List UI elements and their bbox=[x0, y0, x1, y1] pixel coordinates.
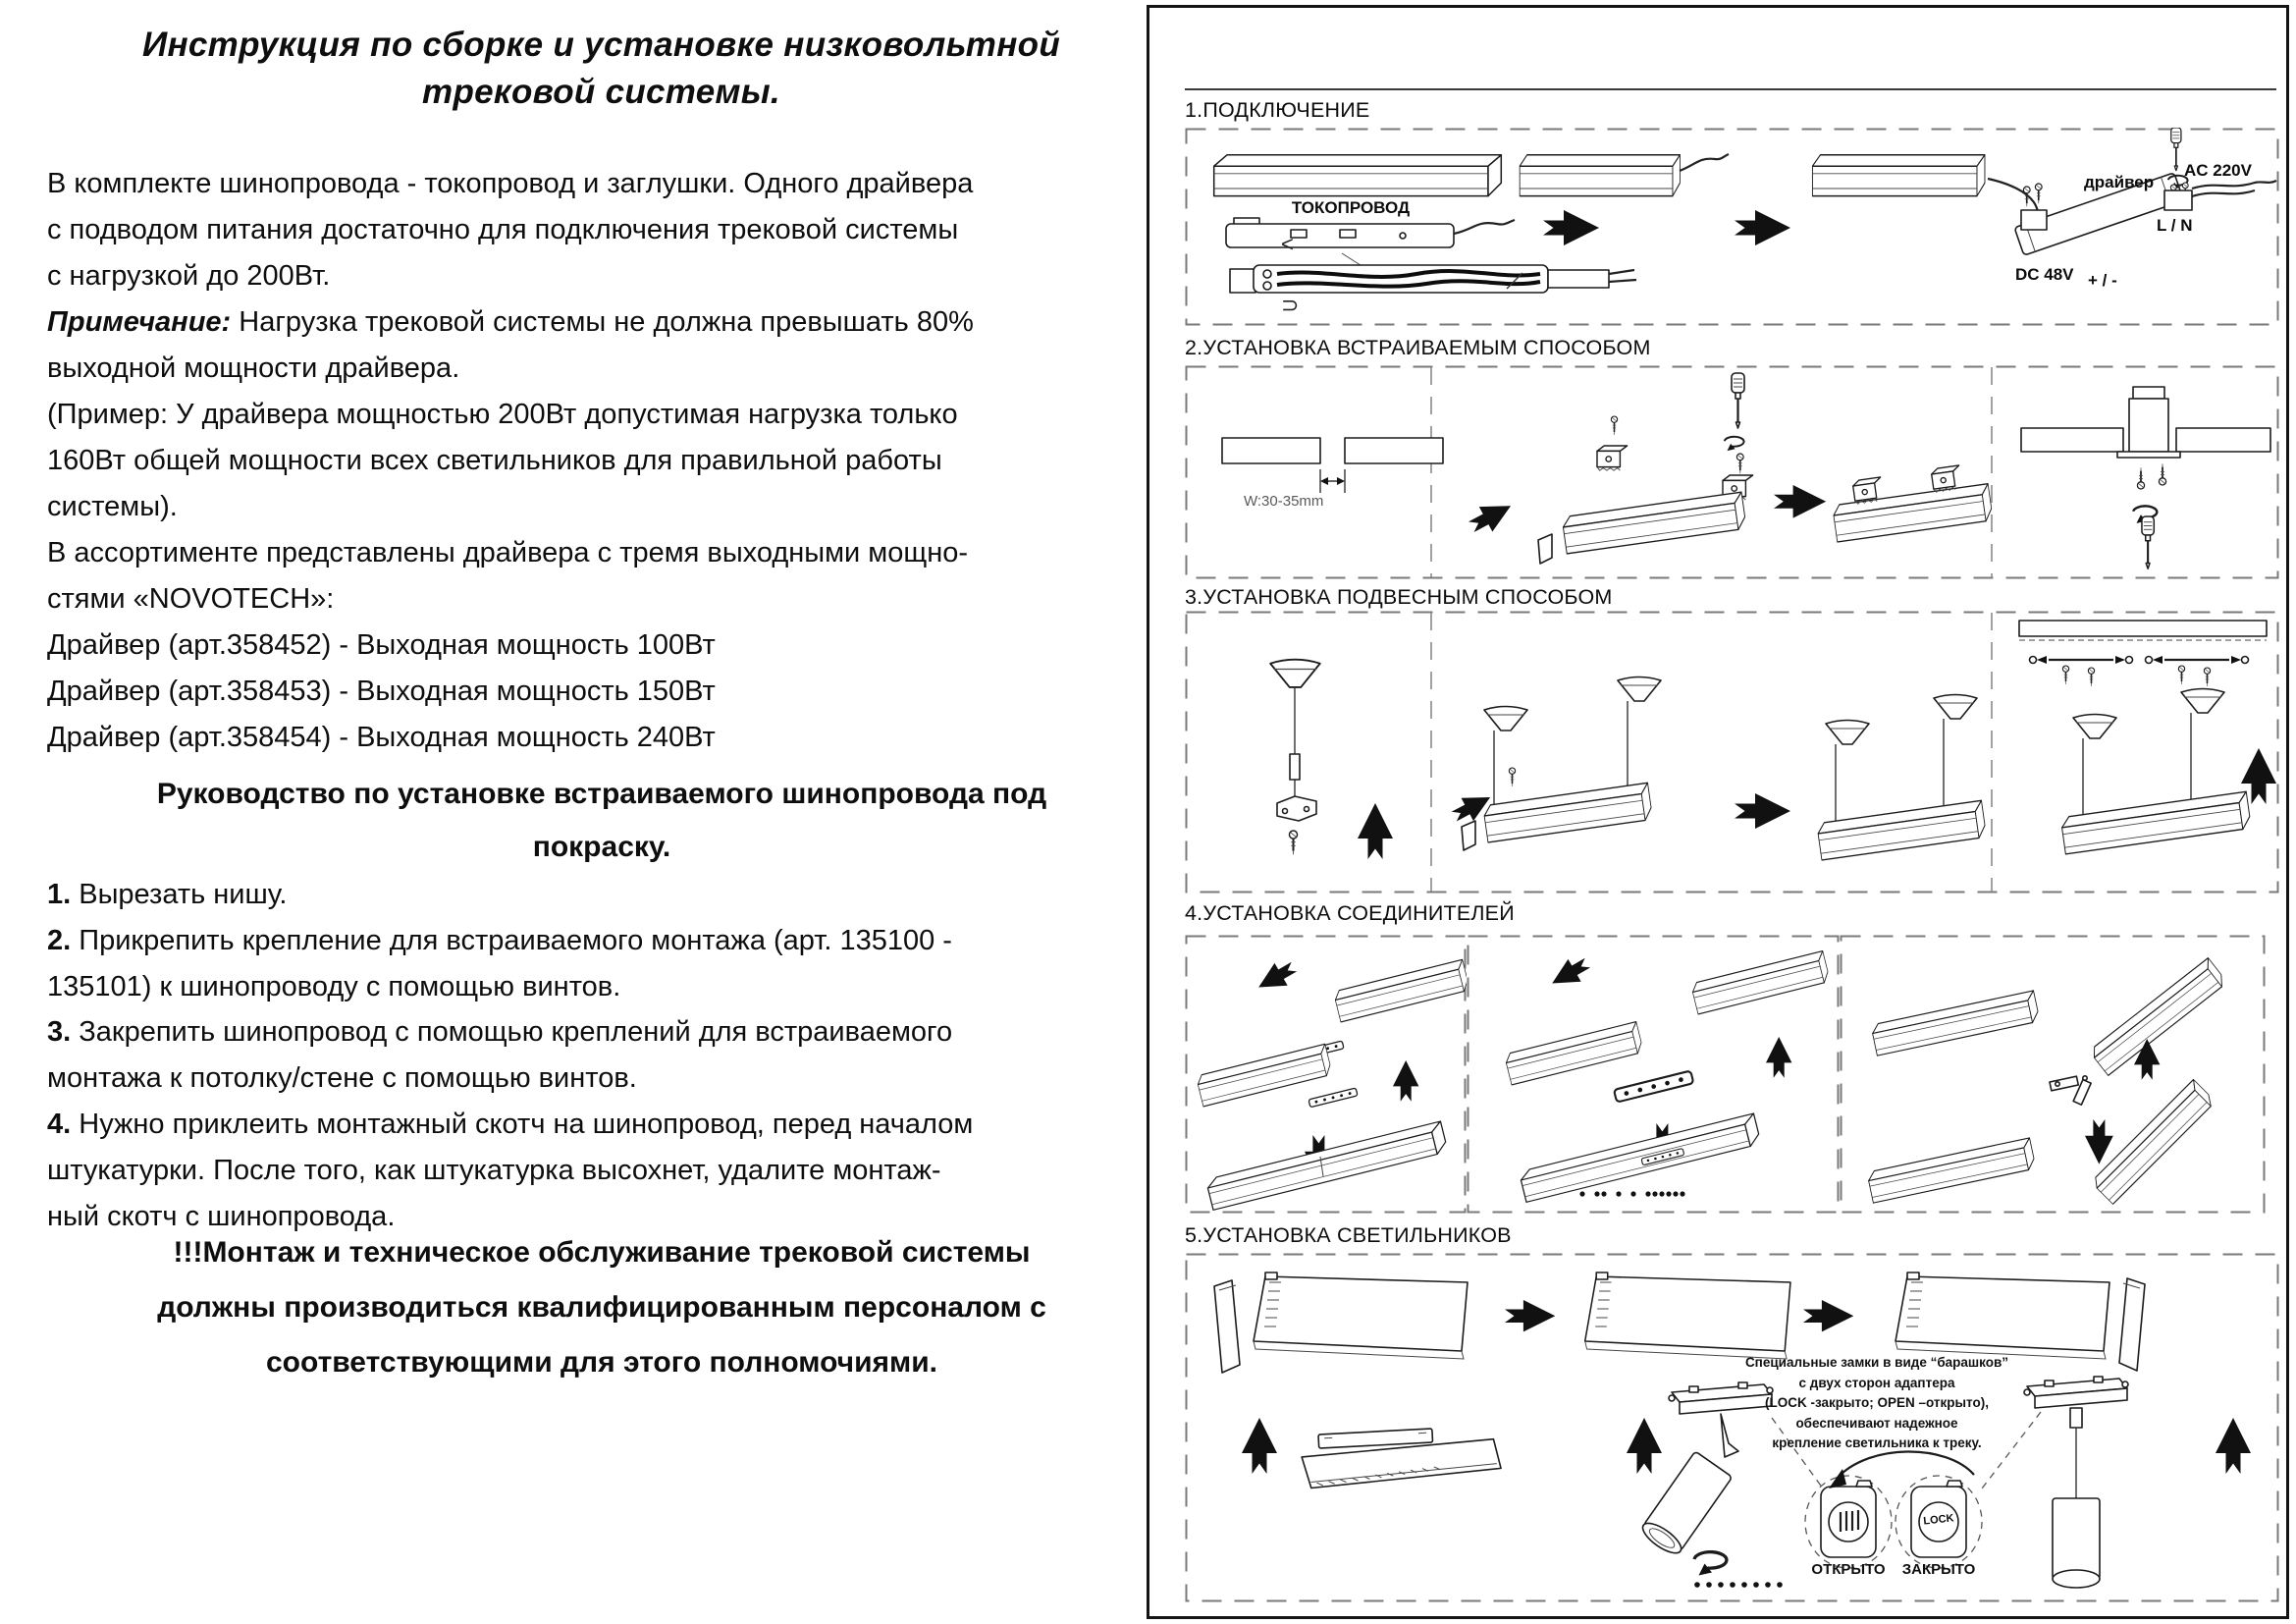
title-line: Инструкция по сборке и установке низковольтной bbox=[141, 26, 1061, 64]
lock-note-line: Специальные замки в виде “барашков” bbox=[1744, 1355, 2009, 1370]
step-line: 2. Прикрепить крепление для встраиваемого монтажа (арт. 135100 - bbox=[47, 924, 952, 956]
driver-option-line: Драйвер (арт.358452) - Выходная мощность 100Вт bbox=[47, 629, 716, 661]
suspended-mounting-diagram bbox=[1185, 611, 2279, 893]
open-label: ОТКРЫТО bbox=[1811, 1561, 1886, 1578]
busbar-label: ТОКОПРОВОД bbox=[1291, 198, 1411, 217]
panel-connectors-straight bbox=[1185, 935, 1467, 1214]
section-2-title: 2.УСТАНОВКА ВСТРАИВАЕМЫМ СПОСОБОМ bbox=[1185, 336, 1651, 359]
step-line: штукатурки. После того, как штукатурка высохнет, удалите монтаж- bbox=[47, 1154, 941, 1186]
step-line: 4. Нужно приклеить монтажный скотч на шинопровод, перед началом bbox=[47, 1108, 974, 1140]
page-title bbox=[44, 22, 1158, 116]
driver-option-line: Драйвер (арт.358453) - Выходная мощность 150Вт bbox=[47, 676, 716, 707]
panel-recessed-mounting bbox=[1185, 365, 2279, 579]
text-line: (Пример: У драйвера мощностью 200Вт допустимая нагрузка только bbox=[47, 399, 958, 430]
panel-connectors-corner bbox=[1840, 935, 2266, 1214]
lock-note-line: (LOCK -закрыто; OPEN –открыто), bbox=[1765, 1395, 1989, 1410]
lock-note-line: обеспечивают надежное bbox=[1795, 1415, 1958, 1431]
step-line: ный скотч с шинопровода. bbox=[47, 1200, 396, 1232]
ac-voltage-label: AC 220V bbox=[2184, 161, 2252, 180]
text-line: В комплекте шинопровода - токопровод и заглушки. Одного драйвера bbox=[47, 168, 974, 199]
dc-voltage-label: DC 48V bbox=[2015, 265, 2074, 284]
line-neutral-label: L / N bbox=[2157, 216, 2193, 235]
text-line: с нагрузкой до 200Вт. bbox=[47, 260, 331, 292]
note-label: Примечание: bbox=[47, 306, 232, 338]
section-4-title: 4.УСТАНОВКА СОЕДИНИТЕЛЕЙ bbox=[1185, 901, 1515, 925]
text-line: 160Вт общей мощности всех светильников для правильной работы bbox=[47, 445, 942, 476]
divider-line bbox=[1185, 88, 2276, 90]
panel-suspended-mounting bbox=[1185, 611, 2279, 893]
installation-steps bbox=[47, 872, 1166, 1239]
polarity-mark-top: < bbox=[1281, 232, 1294, 256]
diagram-box bbox=[1147, 5, 2289, 1619]
polarity-label: + / - bbox=[2088, 271, 2117, 290]
note-text: Нагрузка трековой системы не должна превышать 80% bbox=[231, 306, 974, 338]
lock-dial-text: LOCK bbox=[1922, 1512, 1955, 1528]
title-line: трековой системы. bbox=[422, 73, 780, 111]
warning-line: должны производиться квалифицированным персоналом с bbox=[157, 1291, 1046, 1324]
warning-text bbox=[57, 1225, 1147, 1390]
closed-label: ЗАКРЫТО bbox=[1901, 1561, 1976, 1578]
text-line: системы). bbox=[47, 491, 178, 522]
dotted-row bbox=[1579, 1191, 1684, 1196]
panel-connectors-inline bbox=[1467, 935, 1840, 1214]
corner-connector-diagram bbox=[1840, 935, 2266, 1214]
connection-diagram bbox=[1185, 128, 2279, 326]
panel-luminaires bbox=[1185, 1253, 2279, 1602]
guide-heading bbox=[47, 768, 1156, 874]
step-line: 3. Закрепить шинопровод с помощью креплений для встраиваемого bbox=[47, 1016, 953, 1049]
polarity-mark-bottom: ⊃ bbox=[1281, 293, 1300, 317]
driver-option-line: Драйвер (арт.358454) - Выходная мощность 240Вт bbox=[47, 722, 716, 753]
step-line: монтажа к потолку/стене с помощью винтов. bbox=[47, 1062, 637, 1095]
driver-label: драйвер bbox=[2084, 173, 2155, 191]
straight-connector-diagram bbox=[1185, 935, 1467, 1214]
intro-paragraph bbox=[47, 161, 1166, 761]
text-line: выходной мощности драйвера. bbox=[47, 352, 460, 384]
guide-heading-line: Руководство по установке встраиваемого шинопровода под bbox=[156, 778, 1047, 810]
lock-note-line: крепление светильника к треку. bbox=[1772, 1435, 1982, 1450]
text-line: стями «NOVOTECH»: bbox=[47, 583, 335, 615]
section-1-title: 1.ПОДКЛЮЧЕНИЕ bbox=[1185, 98, 1370, 122]
inline-connector-diagram bbox=[1467, 935, 1840, 1214]
section-5-title: 5.УСТАНОВКА СВЕТИЛЬНИКОВ bbox=[1185, 1223, 1512, 1247]
text-line: В ассортименте представлены драйвера с тремя выходными мощно- bbox=[47, 537, 969, 568]
section-3-title: 3.УСТАНОВКА ПОДВЕСНЫМ СПОСОБОМ bbox=[1185, 585, 1613, 609]
lock-note bbox=[1715, 1353, 2039, 1454]
guide-heading-line: покраску. bbox=[532, 831, 671, 863]
dotted-row bbox=[1694, 1582, 1783, 1588]
lock-note-line: с двух сторон адаптера bbox=[1798, 1375, 1955, 1390]
warning-line: соответствующими для этого полномочиями. bbox=[265, 1346, 938, 1379]
step-line: 1. Вырезать нишу. bbox=[47, 879, 288, 910]
warning-line: !!!Монтаж и техническое обслуживание трековой системы bbox=[173, 1236, 1031, 1269]
niche-width-label: W:30-35mm bbox=[1244, 493, 1324, 510]
text-line: с подводом питания достаточно для подключения трековой системы bbox=[47, 214, 959, 245]
recessed-mounting-diagram bbox=[1185, 365, 2279, 579]
note-line bbox=[47, 299, 1166, 346]
step-line: 135101) к шинопроводу с помощью винтов. bbox=[47, 970, 621, 1002]
panel-connection bbox=[1185, 128, 2279, 326]
